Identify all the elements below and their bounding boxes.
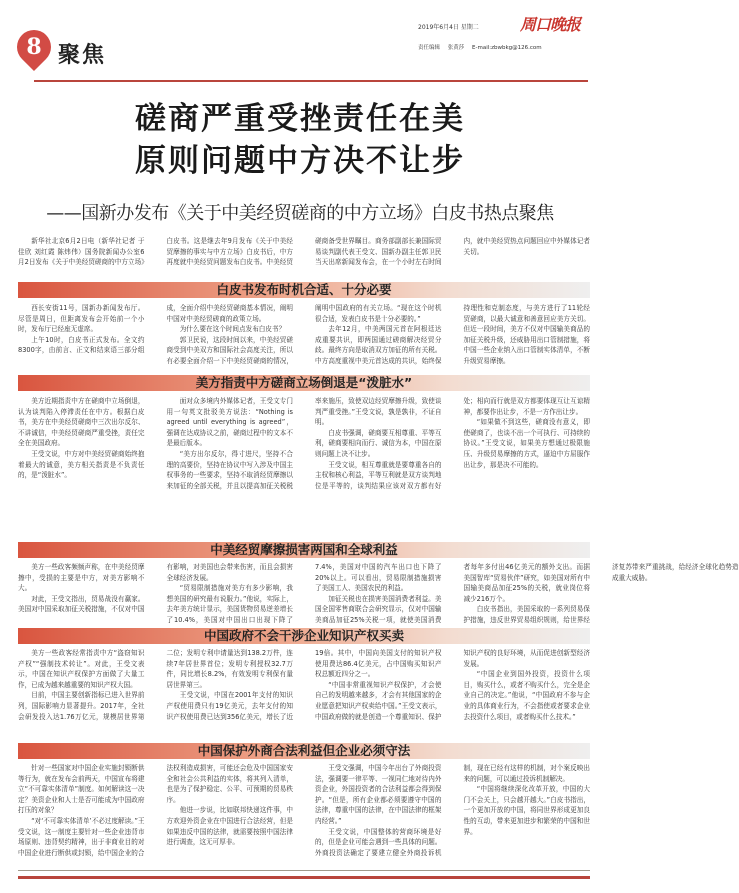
paragraph: 王受文强调，中国今年出台了外商投资法，强调要一律平等、一视同仁地对待内外资企业，外国投资者的合法利益都会得到保护。“但是，所有企业都必须要遵守中国的法律，尊重中国的法律，在中国法律的框架内经营。” — [315, 764, 442, 825]
page-number: 8 — [26, 34, 42, 60]
section-heading: 美方指责中方磋商立场倒退是“泼脏水” — [18, 375, 590, 391]
section-body — [18, 562, 739, 626]
subtitle: ——国新办发布《关于中美经贸磋商的中方立场》白皮书热点聚焦 — [46, 203, 554, 224]
footer-divider — [18, 870, 590, 871]
paragraph: 加征关税也在损害美国消费者利益。美国全国零售商联合会研究显示，仅对中国输美商品加征25%关税一项，就使美国消费者每年多付出46亿美元的额外支出。而据美国智库“贸易伙伴”研究，如美国对所有中国输美商品加征25%的关税，就业岗位将减少216万个。 — [315, 563, 590, 624]
paragraph: 对此，王受文指出，贸易战没有赢家。美国对中国采取加征关税措施，不仅对中国有影响，对美国也会带来伤害，而且会损害全球经济发展。 — [18, 563, 293, 614]
editor-name: 责任编辑 张黄莎 — [418, 45, 465, 51]
paragraph: 美方一些政客经常指责中方“盗窃知识产权”“强制技术转让”。对此，王受文表示，中国在知识产权保护方面做了大量工作，已成为越来越重要的知识产权大国。 — [18, 649, 145, 689]
section-heading: 白皮书发布时机合适、十分必要 — [18, 282, 590, 298]
footer-divider-red — [18, 876, 590, 879]
paragraph: 美方近期指责中方在磋商中立场倒退，认为谈判陷入停滞责任在中方。根据白皮书，美方在中美经贸磋商中三次出尔反尔、不讲诚信，中美经贸磋商严重受挫，责任完全在美国政府。 — [18, 397, 145, 448]
paragraph: “中国企业到国外投资，投资什么项目，购买什么，或者不购买什么，完全是企业自己的决定。”他说，“中国政府不参与企业的具体商业行为，不会指使或者要求企业去投资什么项目，或者购买什么技术。” — [463, 670, 590, 721]
paragraph: 美方一些政客频频声称，在中美经贸摩擦中，受损的主要是中方，对美方影响不大。 — [18, 563, 145, 593]
headline-line-1: 磋商严重受挫责任在美 — [135, 101, 465, 137]
section-heading: 中国保护外商合法利益但企业必须守法 — [18, 743, 590, 759]
paragraph: 王受文说，相互尊重就是要尊重各自的主权和核心利益，平等互利就是双方谈判地位是平等的，谈判结果应该对双方都有好处；相向而行就是双方都要体现互让互谅精神，都要作出让步，不是一方作出让步。 — [315, 397, 590, 490]
paragraph: 王受文说，中国整体的营商环境是好的，但是企业可能会遇到一些具体的问题。外商投资法确定了要建立健全外商投诉机制，现在已经有这样的机制，对个案反映出来的问题，可以通过投诉机制解决。 — [315, 764, 590, 857]
paragraph: “如果做不到这些，磋商没有意义，即使磋商了，也谈不出一个可执行、可持续的协议。”王受文说，如果美方想通过极限施压、升级贸易摩擦的方式，逼迫中方屈服作出让步，那是决不可能的。 — [463, 418, 590, 469]
section-heading: 中美经贸摩擦损害两国和全球利益 — [18, 542, 590, 558]
paragraph: 白皮书强调，磋商要互相尊重、平等互利，磋商要相向而行、诚信为本，中国在原则问题上决不让步。 — [315, 428, 442, 458]
paragraph: 王受文说，中国在2001年支付的知识产权使用费只有19亿美元，去年支付的知识产权使用费已达到356亿美元，增长了近19倍。其中，中国向美国支付的知识产权使用费达86.4亿美元，占中国购买知识产权总额近四分之一。 — [166, 649, 442, 721]
paragraph: 上午10时，白皮书正式发布。全文约8300字，由前言、正文和结束语三部分组成，全面介绍中美经贸磋商基本情况，阐明中国对中美经贸磋商的政策立场。 — [18, 304, 293, 355]
header-divider — [34, 80, 588, 82]
section-body — [18, 303, 590, 367]
paragraph: 西长安街11号，国新办新闻发布厅。尽管是周日，但距离发布会开始前一个小时，发布厅已经座无虚席。 — [18, 304, 145, 334]
paragraph: 面对众多境内外媒体记者，王受文专门用一句英文批驳美方说法：“Nothing is agreed until everything is agreed”，强调在达成协议之前，磋商过程中的文本不是最后版本。 — [166, 397, 293, 448]
paragraph: “美方出尔反尔，得寸进尺，坚持不合理的高要价，坚持在协议中写入涉及中国主权事务的一些要求，坚持不取消经贸摩擦以来加征的全部关税，并且以提高加征关税税率来施压，致使双边经贸摩擦升级，致使谈判严重受挫。”王受文说，孰是孰非，不证自明。 — [166, 397, 442, 490]
paragraph: 针对一些国家对中国企业实施封锁断供等行为，就在发布会前两天，中国宣布将建立“不可靠实体清单”制度。如何解读这一决定？美资企业和人士是否可能成为中国政府打压的对象？ — [18, 764, 145, 815]
paragraph: 为什么要在这个时间点发布白皮书？ — [179, 325, 286, 334]
editor-info — [418, 44, 542, 52]
paragraph: 去年12月，中美两国元首在阿根廷达成重要共识，即两国通过磋商解决经贸分歧。最终方向是取消双方加征的所有关税。中方高度重视中美元首达成的共识，始终保持理性和克制态度，与美方进行了11轮经贸磋商，以最大诚意和善意回应美方关切。但近一段时间，美方不仅对中国输美商品的加征关税升级，还威胁用出口管制措施，将中国一些企业纳入出口管制实体清单，不断升级贸易摩擦。 — [315, 304, 590, 365]
section-body — [18, 648, 590, 733]
section-name: 聚焦 — [58, 42, 107, 68]
paragraph: 目前，中国主要创新指标已进入世界前列，国际影响力显著提升。2017年，全社会研发投入达1.76万亿元，规模居世界第二位；发明专利申请量达到138.2万件，连续7年居世界首位；发明专利授权32.7万件，同比增长8.2%，有效发明专利保有量居世界第三。 — [18, 649, 293, 721]
intro-text — [18, 236, 590, 270]
section-heading: 中国政府不会干涉企业知识产权买卖 — [18, 628, 590, 644]
paragraph: “对‘不可靠实体清单’不必过度解读。”王受文说，这一制度主要针对一些企业违背市场原则、违背契约精神，出于非商业目的对中国企业进行断供或封锁，给中国企业的合法权利造成损害，可能还会危及中国国家安全和社会公共利益的实体，将其列入清单，也是为了保护稳定、公平、可预期的贸易秩序。 — [18, 764, 293, 857]
intro-paragraph: 新华社北京6月2日电（新华社记者 于佳欣 刘红霞 陈炜伟）国务院新闻办公室6月2日发布《关于中美经贸磋商的中方立场》白皮书。这是继去年9月发布《关于中美经贸摩擦的事实与中方立场》白皮书后，中方再度就中美经贸问题发布白皮书。中美经贸磋商备受世界瞩目。商务部副部长兼国际贸易谈判副代表王受文、国新办副主任郭卫民当天出席新闻发布会，在一个小时左右时间内，就中美经贸热点问题回应中外媒体记者关切。 — [18, 237, 590, 267]
newspaper-logo: 周口晚报 — [520, 15, 581, 34]
paragraph: 白皮书指出，美国采取的一系列贸易保护措施，违反世界贸易组织规则，给世界经济复苏带来严重挑战，给经济全球化趋势造成重大威胁。 — [463, 563, 739, 624]
paragraph: “贸易限制措施对美方有多少影响，我想美国的研究最有说服力。”他说，实际上，去年美方统计显示，美国货物贸易逆差增长了10.4%，美国对中国出口出现下降了7.4%，美国对中国的汽车出口也下降了20%以上。可以看出，贸易限制措施损害了美国工人、美国农民的利益。 — [166, 563, 442, 624]
section-body — [18, 396, 590, 524]
section-body — [18, 763, 590, 859]
paragraph: “中国非常重视知识产权保护，才会使自己的发明越来越多，才会有其他国家的企业愿意把知识产权卖给中国。”王受文表示，中国政府做的就是创造一个尊重知识、保护知识产权的良好环境，从而促进创新型经济发展。 — [315, 649, 590, 721]
paragraph: 他进一步说，比如联邦快递这件事，中方欢迎外资企业在中国进行合法经营，但是如果违反中国的法律，就需要按照中国法律进行调查，这无可厚非。 — [166, 806, 293, 847]
email: E-mail:zbwbkg@126.com — [472, 45, 542, 51]
paragraph: 王受文说，中方对中美经贸磋商始终抱着最大的诚意，美方相关指责是不负责任的，是“泼脏水”。 — [18, 449, 145, 480]
headline-line-2: 原则问题中方决不让步 — [135, 143, 465, 179]
issue-date: 2019年6月4日 星期二 — [418, 24, 479, 31]
paragraph: 郭卫民说，这段时间以来，中美经贸磋商受到中美双方和国际社会高度关注，所以有必要全面介绍一下中美经贸磋商的情况，阐明中国政府的有关立场。“现在这个时机很合适，发表白皮书是十分必要的。” — [166, 304, 442, 365]
paragraph: “中国将继续深化改革开放，中国的大门不会关上，只会越开越大。”白皮书指出，一个更加开放的中国，将同世界形成更加良性的互动，带来更加进步和繁荣的中国和世界。 — [463, 785, 590, 836]
